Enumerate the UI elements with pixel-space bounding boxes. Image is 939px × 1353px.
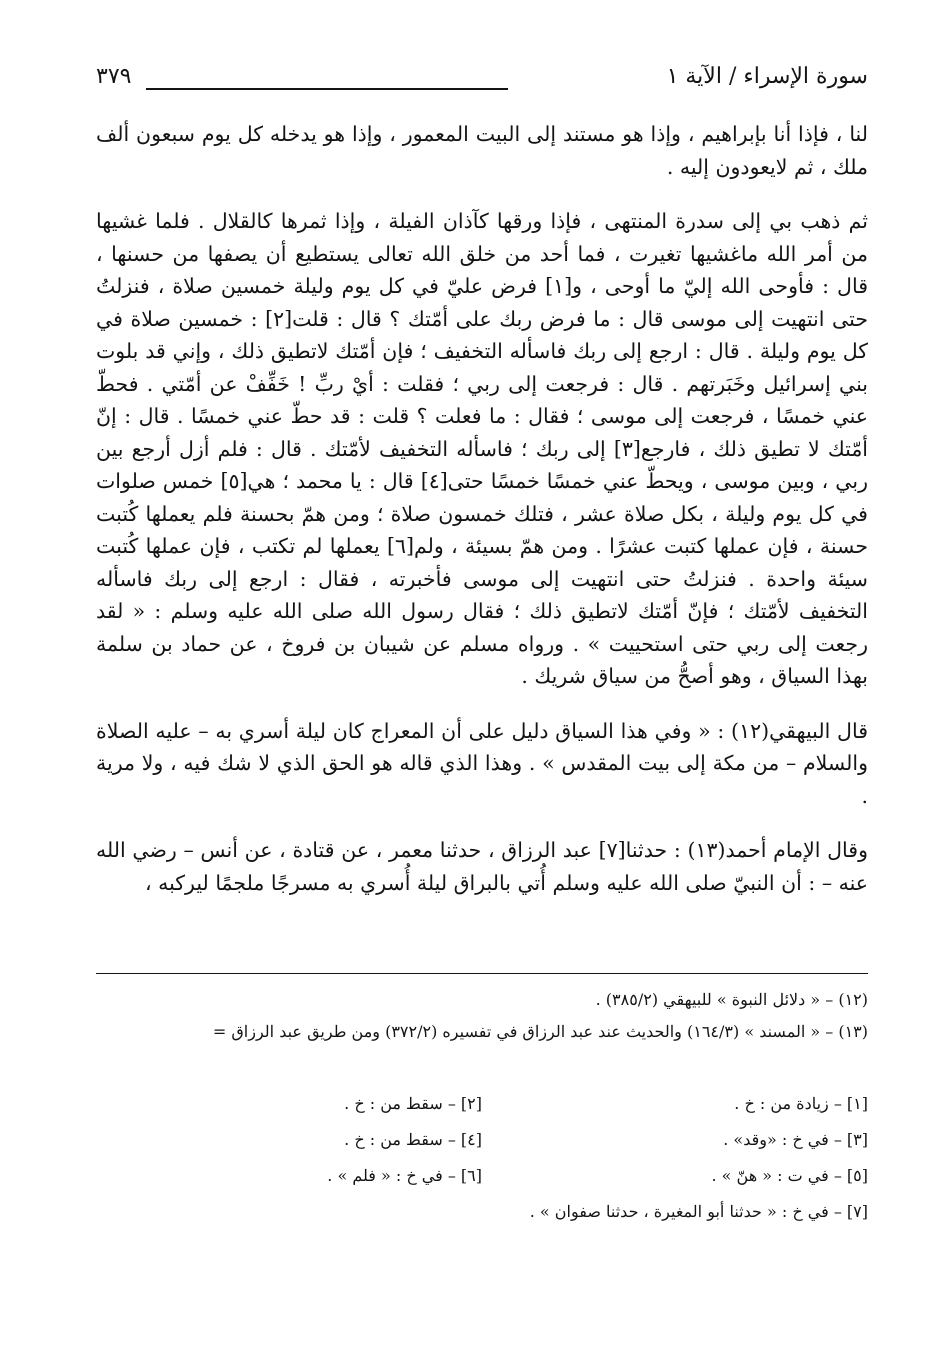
variant-row [96,1193,868,1229]
variant-row [96,1121,868,1157]
surah-title: سورة الإسراء / الآية ١ [666,64,868,89]
paragraph-1: لنا ، فإذا أنا بإبراهيم ، وإذا هو مستند إلى البيت المعمور ، وإذا هو يدخله كل يوم سبعون ألف ملك ، ثم لايعودون إليه . [96,122,868,179]
paragraph-4: وقال الإمام أحمد(١٣) : حدثنا[٧] عبد الرزاق ، حدثنا معمر ، عن قتادة ، عن أنس – رضي الله عنه – : أن النبيّ صلى الله عليه وسلم أُتي بالبراق ليلة أُسري به مسرجًا ملجمًا ليركبه ، [96,838,868,895]
footnote-12: (١٢) – « دلائل النبوة » للبيهقي (٣٨٥/٢) . [595,990,868,1009]
paragraph-2: ثم ذهب بي إلى سدرة المنتهى ، فإذا ورقها كآذان الفيلة ، وإذا ثمرها كالقلال . فلما غشيها من أمر الله ماغشيها تغيرت ، فما أحد من خلق الله تعالى يستطيع أن يصفها من حسنها ، قال : فأوحى الله إليّ ما أوحى ، و[١] فرض عليّ في كل يوم وليلة خمسين صلاة ، فنزلتُ حتى انتهيت إلى موسى قال : ما فرض ربك على أمّتك ؟ قال : قلت[٢] : خمسين صلاة في كل يوم وليلة . قال : ارجع إلى ربك فاسأله التخفيف ؛ فإن أمّتك لاتطيق ذلك ، وإني قد بلوت بني إسرائيل وخَبَرتهم . قال : فرجعت إلى ربي ؛ فقلت : أيْ ربِّ ! خَفِّفْ عن أمّتي . فحطّ عني خمسًا ، فرجعت إلى موسى ؛ فقال : ما فعلت ؟ قلت : قد حطّ عني خمسًا . قال : إنّ أمّتك لا تطيق ذلك ، فارجع[٣] إلى ربك ؛ فاسأله التخفيف لأمّتك . قال : فلم أزل أرجع بين ربي ، وبين موسى ، ويحطّ عني خمسًا خمسًا حتى[٤] قال : يا محمد ؛ هي[٥] خمس صلوات في كل يوم وليلة ، بكل صلاة عشر ، فتلك خمسون صلاة ؛ ومن همّ بحسنة فلم يعملها كُتبت حسنة ، فإن عملها كتبت عشرًا . ومن همّ بسيئة ، ولم[٦] يعملها لم تكتب ، فإن عملها كُتبت سيئة واحدة . فنزلتُ حتى انتهيت إلى موسى فأخبرته ، فقال : ارجع إلى ربك فاسأله التخفيف لأمّتك ؛ فإنّ أمّتك لاتطيق ذلك ؛ فقال رسول الله صلى الله عليه وسلم : « لقد رجعت إلى ربي حتى استحييت » . ورواه مسلم عن شيبان بن فروخ ، عن حماد بن سلمة بهذا السياق ، وهو أصحُّ من سياق شريك . [96,209,868,688]
variant-6: [٦] – في خ : « فلم » . [327,1165,482,1185]
footnote-13: (١٣) – « المسند » (١٦٤/٣) والحديث عند عبد الرزاق في تفسيره (٣٧٢/٢) ومن طريق عبد الرزاق = [212,1022,868,1041]
header-rule [146,88,508,90]
page-number: ٣٧٩ [96,64,132,89]
variant-5: [٥] – في ت : « هنّ » . [711,1165,868,1185]
running-header [96,64,868,104]
manuscript-variants [96,1085,868,1229]
variant-4: [٤] – سقط من : خ . [344,1129,482,1149]
footnotes [96,984,868,1048]
variant-row [96,1157,868,1193]
variant-3: [٣] – في خ : «وقد» . [723,1129,868,1149]
variant-7: [٧] – في خ : « حدثنا أبو المغيرة ، حدثنا صفوان » . [529,1201,868,1221]
variant-2: [٢] – سقط من : خ . [344,1093,482,1113]
footnote-separator [96,973,868,974]
variant-1: [١] – زيادة من : خ . [734,1093,868,1113]
paragraph-3: قال البيهقي(١٢) : « وفي هذا السياق دليل على أن المعراج كان ليلة أسري به – عليه الصلاة والسلام – من مكة إلى بيت المقدس » . وهذا الذي قاله هو الحق الذي لا شك فيه ، ولا مرية . [96,718,868,808]
main-text [96,118,868,919]
variant-row [96,1085,868,1121]
